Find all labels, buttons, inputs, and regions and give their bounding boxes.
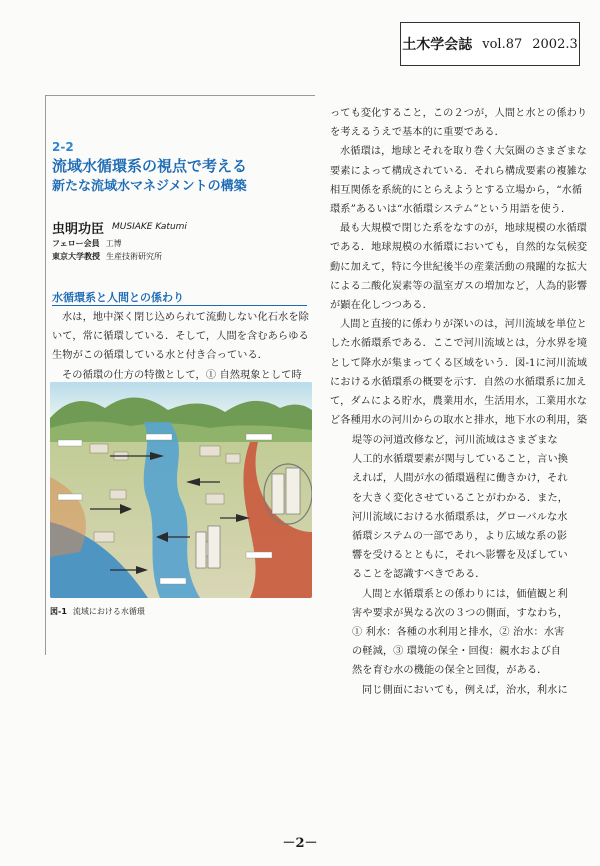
water-cycle-illustration <box>50 382 312 598</box>
text-line: ど各種用水の河川からの取水と排水，地下水の利用，築 <box>330 415 588 427</box>
text-line: 要素によって構成されている．それら構成要素の複雑な <box>330 165 588 177</box>
text-line: による二酸化炭素等の温室ガスの増加など，人為的影響 <box>330 280 588 292</box>
text-line: 害や要求が異なる次の３つの側面，すなわち， <box>352 607 569 619</box>
text-line: した水循環系である．ここで河川流域とは，分水界を境 <box>330 338 588 350</box>
text-line: 人間と水循環系との係わりには，価値観と利 <box>362 588 568 600</box>
text-line: 響を受けるとともに，それへ影響を及ぼしてい <box>352 550 568 562</box>
text-line: っても変化すること，この２つが，人間と水との係わり <box>330 108 588 119</box>
affiliation-line-1 <box>52 238 122 249</box>
text-line: 堤等の河道改修など，河川流域はさまざまな <box>352 435 558 446</box>
frame-left-rule <box>45 95 46 655</box>
author-name-en: MUSIAKE Katumi <box>112 222 187 232</box>
text-line: 循環システムの一部であり，より広域な系の影 <box>352 531 568 543</box>
text-line: を大きく変化させていることがわかる．また， <box>352 492 569 504</box>
text-line: 水循環は，地球とそれを取り巻く大気圏のさまざまな <box>340 146 587 158</box>
section-number: 2-2 <box>52 140 74 154</box>
affiliation-label: フェロー会員 <box>52 239 100 248</box>
text-line: 然を育む水の機能の保全と回復，がある． <box>352 665 548 677</box>
affiliation-value: 工博 <box>105 239 122 248</box>
journal-volume: vol.87 <box>482 36 523 52</box>
text-line: として降水が集まってくる区域をいう．図-1に河川流域 <box>330 357 588 369</box>
text-line: 水は，地中深く閉じ込められて流動しない化石水を除 <box>62 312 309 323</box>
text-line: て，ダムによる貯水，農業用水，生活用水，工業用水な <box>330 396 587 408</box>
text-line: 同じ側面においても，例えば，治水，利水に <box>362 684 568 696</box>
author-name: 虫明功臣 <box>52 222 105 237</box>
journal-header <box>400 22 580 66</box>
text-line: である．地球規模の水循環においても，自然的な気候変 <box>330 242 588 254</box>
text-line: 環系”あるいは“水循環システム”という用語を使う． <box>330 204 572 216</box>
text-line: における水循環系の概要を示す．自然の水循環系に加え <box>330 376 587 388</box>
affiliation-line-2 <box>52 251 162 262</box>
affiliation-value: 生産技術研究所 <box>106 252 162 261</box>
text-line: 動に加えて，特に今世紀後半の産業活動の飛躍的な拡大 <box>330 261 587 273</box>
affiliation-label: 東京大学教授 <box>52 252 100 261</box>
text-line: いて，常に循環している．そして，人間を含むあらゆる <box>52 331 309 343</box>
figure-label: 図-1 <box>50 607 67 616</box>
text-line: その循環の仕方の特徴として，① 自然現象として時 <box>62 369 302 381</box>
text-line: 人工的水循環要素が関与していること，言い換 <box>352 454 569 466</box>
frame-top-rule <box>45 95 315 96</box>
journal-name: 土木学会誌 <box>402 37 473 53</box>
text-line: 生物がこの循環している水と付き合っている． <box>52 350 269 362</box>
text-line: えれば，人間が水の循環過程に働きかけ，それ <box>352 473 568 485</box>
article-subtitle: 新たな流域水マネジメントの構築 <box>52 179 247 194</box>
text-line: 人間と直接的に係わりが深いのは，河川流域を単位と <box>340 319 587 331</box>
text-line: 最も大規模で閉じた系をなすのが，地球規模の水循環 <box>340 223 587 235</box>
journal-date: 2002.3 <box>532 36 578 52</box>
text-line: 相互関係を系統的にとらえようとする立場から，“水循 <box>330 184 583 196</box>
figure-caption-text: 流域における水循環 <box>72 607 145 616</box>
page-number: －2－ <box>282 836 318 851</box>
water-cycle-figure <box>50 382 312 598</box>
text-line: 河川流域における水循環系は，グローバルな水 <box>352 511 568 523</box>
text-line: を考えるうえで基本的に重要である． <box>330 127 505 139</box>
section-subheading: 水循環系と人間との係わり <box>52 291 184 304</box>
subheading-rule <box>52 305 307 306</box>
right-column-text-top <box>330 104 595 430</box>
article-title: 流域水循環系の視点で考える <box>52 157 248 175</box>
right-column-text-lower <box>352 431 595 700</box>
figure-caption <box>50 606 145 617</box>
text-line: ① 利水：各種の水利用と排水，② 治水：水害 <box>352 627 565 639</box>
text-line: の軽減，③ 環境の保全・回復：親水および自 <box>352 646 562 658</box>
text-line: が顕在化しつつある． <box>330 300 433 312</box>
text-line: ることを認識すべきである． <box>352 569 486 581</box>
